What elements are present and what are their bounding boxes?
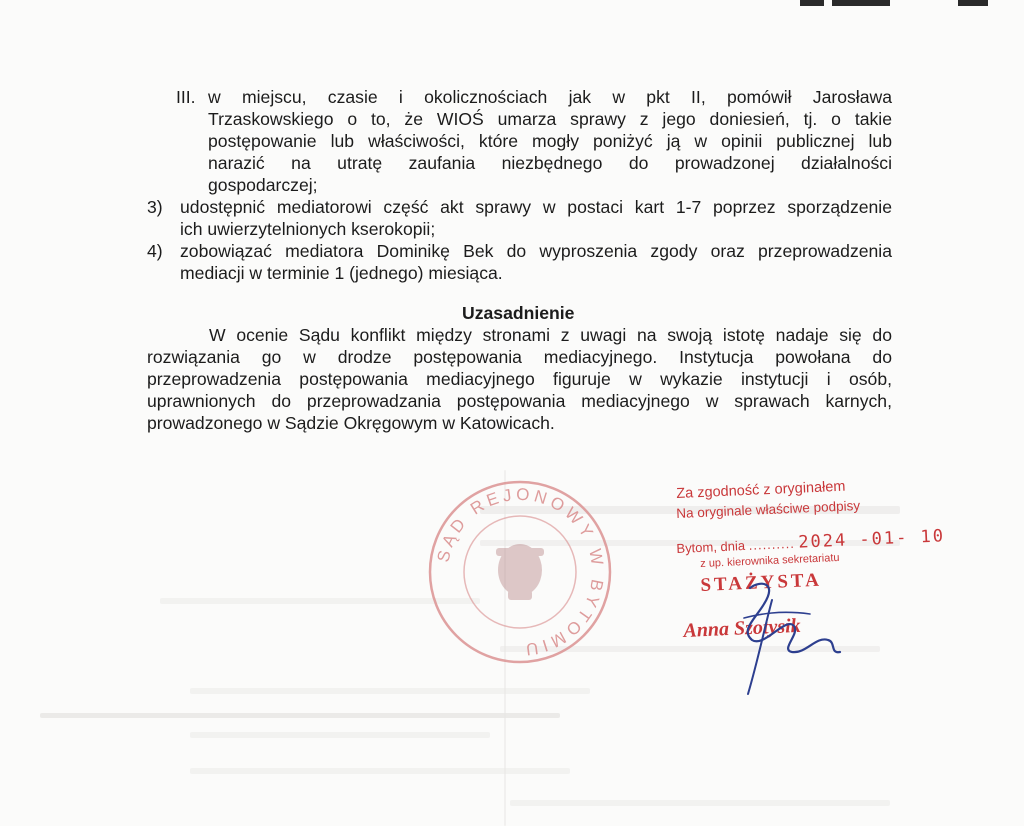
justification-line-4: uprawnionych do przeprowadzania postępowania mediacyjnego w sprawach karnych,: [147, 391, 892, 411]
seal-text: SĄD REJONOWY W BYTOMIU: [433, 484, 608, 660]
eagle-emblem-icon: [496, 544, 544, 600]
item-3-line-1: udostępnić mediatorowi część akt sprawy w postaci kart 1-7 poprzez sporządzenie: [180, 197, 892, 217]
authority-line: z up. kierownika sekretariatu: [700, 551, 840, 570]
bleed-through-line: [40, 713, 560, 718]
bleed-through-line: [190, 732, 490, 738]
bleed-through-line: [510, 800, 890, 806]
handwritten-signature: [660, 570, 890, 700]
scan-mark: [958, 0, 988, 6]
justification-line-1: W ocenie Sądu konflikt między stronami z uwagi na swoją istotę nadaje się do: [209, 325, 892, 345]
certification-line-1: Za zgodność z oryginałem: [676, 478, 846, 502]
item-4-line-2: mediacji w terminie 1 (jednego) miesiąca.: [180, 263, 503, 283]
justification-line-2: rozwiązania go w drodze postępowania mediacyjnego. Instytucja powołana do: [147, 347, 892, 367]
item-marker-4: 4): [147, 241, 163, 261]
signatory-name: Anna Szotysik: [683, 614, 802, 642]
item-iii-line-1: w miejscu, czasie i okolicznościach jak w pkt II, pomówił Jarosława: [208, 87, 892, 107]
item-iii-line-2: Trzaskowskiego o to, że WIOŚ umarza sprawy z jego doniesień, tj. o takie: [208, 109, 892, 129]
stamp-date: 2024 -01- 10: [797, 526, 946, 553]
court-seal: [426, 478, 614, 666]
item-marker-3: 3): [147, 197, 163, 217]
item-iii-line-5: gospodarczej;: [208, 175, 318, 195]
item-4-line-1: zobowiązać mediatora Dominikę Bek do wyproszenia zgody oraz przeprowadzenia: [180, 241, 892, 261]
justification-line-5: prowadzonego w Sądzie Okręgowym w Katowicach.: [147, 413, 555, 433]
item-iii-line-4: narazić na utratę zaufania niezbędnego do prowadzonej działalności: [208, 153, 892, 173]
certification-date-line: Bytom, dnia .......... 2024 -01- 10: [676, 526, 946, 556]
city-prefix: Bytom, dnia: [676, 538, 746, 556]
bleed-through-line: [190, 768, 570, 774]
item-iii-line-3: postępowanie lub właściwości, które mogły poniżyć ją w opinii publicznej lub: [208, 131, 892, 151]
item-marker-iii: III.: [176, 87, 196, 107]
item-3-line-2: ich uwierzytelnionych kserokopii;: [180, 219, 436, 239]
scan-mark: [800, 0, 824, 6]
bleed-through-line: [190, 688, 590, 694]
certification-line-2: Na oryginale właściwe podpisy: [676, 497, 861, 521]
justification-line-3: przeprowadzenia postępowania mediacyjnego figuruje w wykazie instytucji i osób,: [147, 369, 892, 389]
scan-mark: [832, 0, 890, 6]
section-heading: Uzasadnienie: [462, 303, 575, 323]
role-title: STAŻYSTA: [700, 569, 823, 596]
